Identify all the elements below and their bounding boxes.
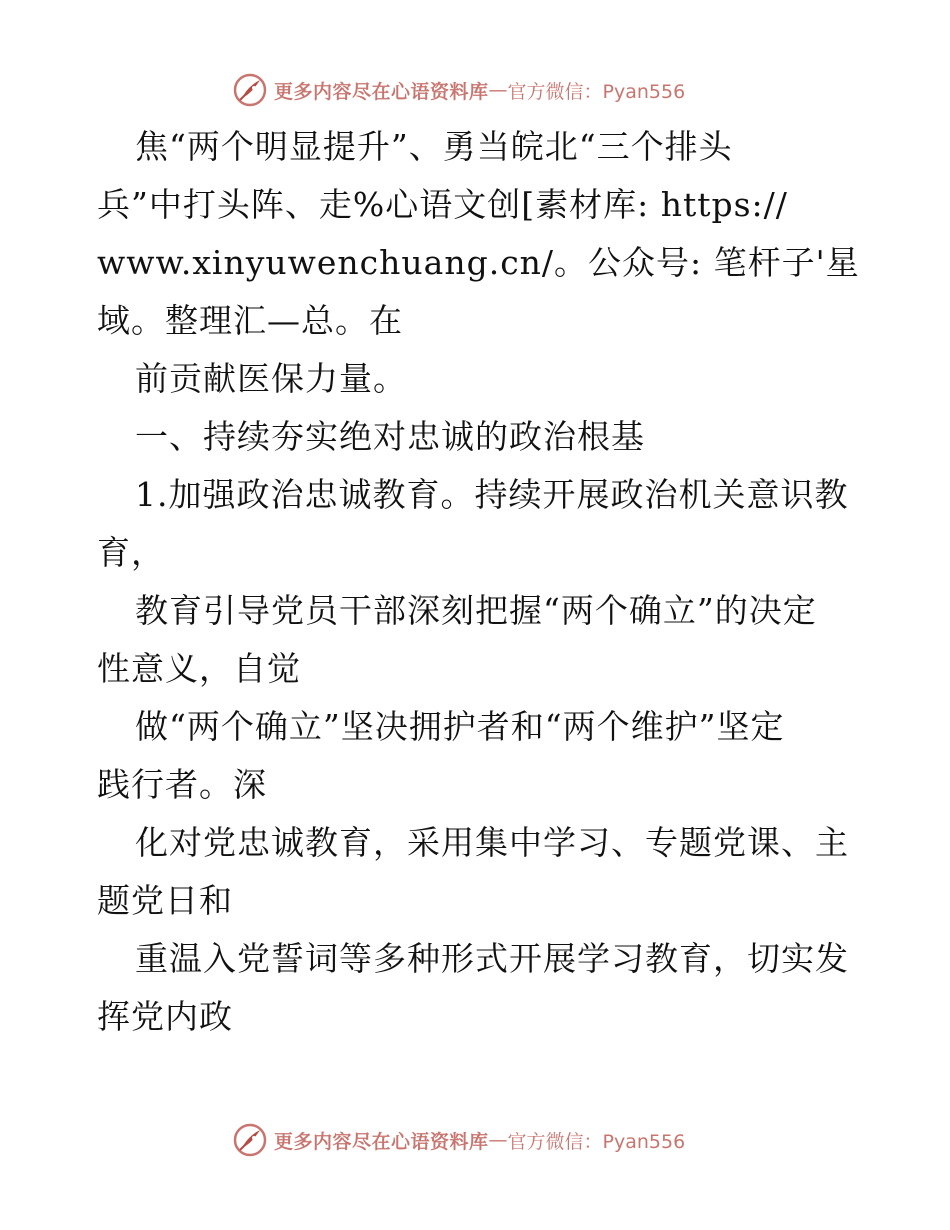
text-line: 域。整理汇—总。在 — [97, 301, 403, 340]
quill-logo-icon — [232, 1122, 268, 1158]
text-line: 做“两个确立”坚决拥护者和“两个维护”坚定 — [135, 707, 785, 746]
banner-text: 更多内容尽在心语资料库 — [274, 1130, 489, 1153]
footer-banner — [232, 1120, 685, 1160]
text-line: 题党日和 — [97, 881, 233, 920]
quill-logo-icon — [232, 72, 268, 108]
banner-wechat: 官方微信：Pyan556 — [507, 80, 686, 103]
text-line: 挥党内政 — [97, 997, 233, 1036]
text-line: www.xinyuwenchuang.cn/。公众号: 笔杆子'星 — [97, 243, 860, 282]
banner-dash: — — [488, 1129, 508, 1151]
text-line: 重温入党誓词等多种形式开展学习教育，切实发 — [135, 939, 849, 978]
header-banner — [232, 70, 685, 110]
banner-text: 更多内容尽在心语资料库 — [274, 80, 489, 103]
text-line: 1.加强政治忠诚教育。持续开展政治机关意识教 — [135, 475, 849, 514]
banner-wechat: 官方微信：Pyan556 — [507, 1130, 686, 1153]
section-heading: 一、持续夯实绝对忠诚的政治根基 — [135, 417, 645, 456]
text-line: 化对党忠诚教育，采用集中学习、专题党课、主 — [135, 823, 849, 862]
body-text — [97, 118, 867, 1046]
text-line: 兵”中打头阵、走%心语文创[素材库: https:// — [97, 185, 788, 224]
text-line: 教育引导党员干部深刻把握“两个确立”的决定 — [135, 591, 817, 630]
text-line: 焦“两个明显提升”、勇当皖北“三个排头 — [135, 127, 733, 166]
text-line: 育， — [97, 533, 165, 572]
text-line: 前贡献医保力量。 — [135, 359, 407, 398]
text-line: 践行者。深 — [97, 765, 267, 804]
banner-dash: — — [488, 79, 508, 101]
text-line: 性意义，自觉 — [97, 649, 301, 688]
